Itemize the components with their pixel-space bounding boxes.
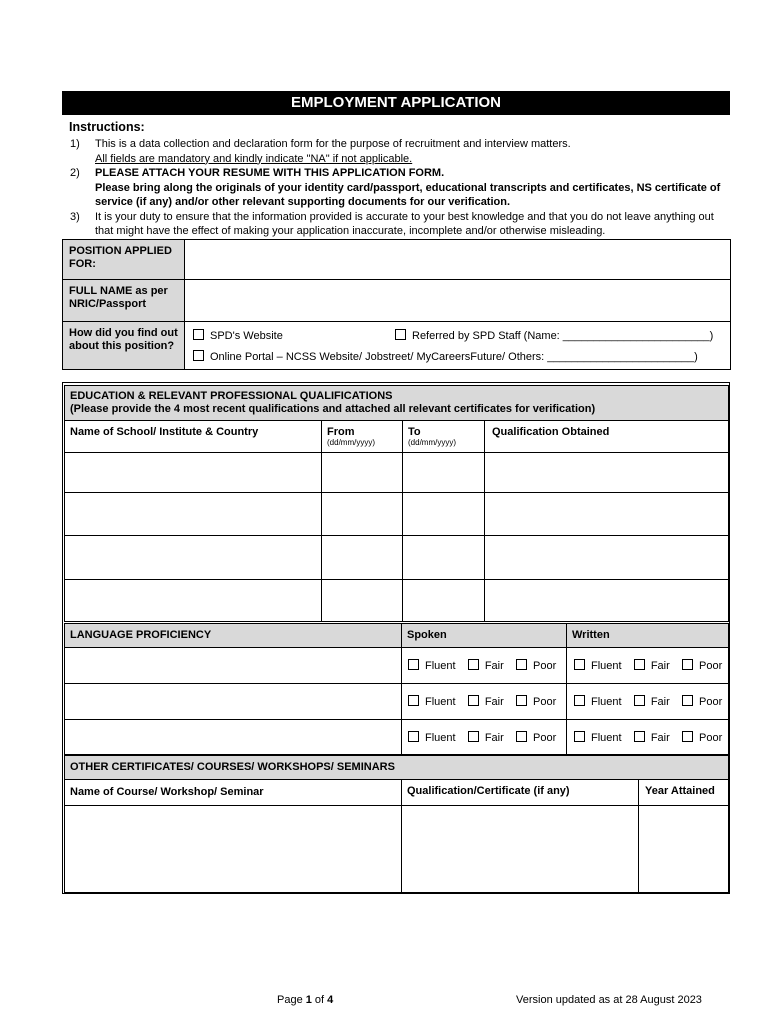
source-label: How did you find out about this position? <box>63 322 185 370</box>
checkbox-spoken-fair[interactable] <box>468 659 479 670</box>
written-options: Fluent Fair Poor <box>567 648 729 684</box>
spoken-options: Fluent Fair Poor <box>402 648 567 684</box>
qualification-cell[interactable] <box>485 580 729 622</box>
personal-table <box>62 239 731 370</box>
from-cell[interactable] <box>322 493 403 536</box>
option-referred[interactable]: Referred by SPD Staff (Name: ________________________) <box>395 326 713 347</box>
checkbox-written-fluent[interactable] <box>574 695 585 706</box>
to-cell[interactable] <box>403 453 485 493</box>
checkbox-written-poor[interactable] <box>682 659 693 670</box>
qualification-cell[interactable] <box>485 453 729 493</box>
language-name-cell[interactable] <box>65 684 402 720</box>
language-table <box>64 623 729 755</box>
education-row <box>65 453 729 493</box>
checkbox-written-fluent[interactable] <box>574 659 585 670</box>
language-name-cell[interactable] <box>65 648 402 684</box>
written-options: Fluent Fair Poor <box>567 684 729 720</box>
checkbox-written-fair[interactable] <box>634 659 645 670</box>
education-row <box>65 493 729 536</box>
spoken-options: Fluent Fair Poor <box>402 720 567 755</box>
checkbox-written-fluent[interactable] <box>574 731 585 742</box>
checkbox-spoken-poor[interactable] <box>516 659 527 670</box>
education-heading: EDUCATION & RELEVANT PROFESSIONAL QUALIFICATIONS (Please provide the 4 most recent qualifications and attached all relevant certificates for verification) <box>65 386 729 421</box>
year-cell[interactable] <box>639 806 729 893</box>
option-website[interactable]: SPD's Website <box>193 326 395 347</box>
checkbox-written-fair[interactable] <box>634 731 645 742</box>
col-year: Year Attained <box>639 780 729 806</box>
source-options <box>185 322 731 370</box>
option-portal[interactable]: Online Portal – NCSS Website/ Jobstreet/ MyCareersFuture/ Others: ________________________) <box>193 347 698 368</box>
checkbox-spoken-fluent[interactable] <box>408 731 419 742</box>
instruction-3-text: It is your duty to ensure that the information provided is accurate to your best knowledge and that you do not leave anything out that might have the effect of making your application inaccurate, incomplete and/or otherwise misleading. <box>95 210 714 237</box>
position-input[interactable] <box>185 240 731 280</box>
checkbox-written-fair[interactable] <box>634 695 645 706</box>
language-row <box>65 648 729 684</box>
education-row <box>65 536 729 580</box>
from-cell[interactable] <box>322 536 403 580</box>
checkbox-referred[interactable] <box>395 329 406 340</box>
instruction-item-3: 3) It is your duty to ensure that the information provided is accurate to your best knowledge and that you do not leave anything out that might have the effect of making your application inaccurate, incomplete and/or otherwise misleading. <box>70 210 730 239</box>
language-row <box>65 720 729 755</box>
checkbox-website[interactable] <box>193 329 204 340</box>
col-to: To (dd/mm/yyyy) <box>403 421 485 453</box>
language-heading: LANGUAGE PROFICIENCY <box>65 624 402 648</box>
col-qualification: Qualification Obtained <box>485 421 729 453</box>
qualification-cell[interactable] <box>485 493 729 536</box>
col-certificate: Qualification/Certificate (if any) <box>402 780 639 806</box>
checkbox-written-poor[interactable] <box>682 695 693 706</box>
checkbox-spoken-fluent[interactable] <box>408 659 419 670</box>
course-cell[interactable] <box>65 806 402 893</box>
to-cell[interactable] <box>403 536 485 580</box>
school-cell[interactable] <box>65 493 322 536</box>
from-cell[interactable] <box>322 453 403 493</box>
form-title: EMPLOYMENT APPLICATION <box>62 91 730 115</box>
checkbox-spoken-fair[interactable] <box>468 731 479 742</box>
instructions-list <box>70 137 730 239</box>
written-options: Fluent Fair Poor <box>567 720 729 755</box>
instructions-heading: Instructions: <box>69 120 145 134</box>
page-number: Page 1 of 4 <box>277 994 334 1006</box>
col-school: Name of School/ Institute & Country <box>65 421 322 453</box>
written-heading: Written <box>567 624 729 648</box>
position-label: POSITION APPLIED FOR: <box>63 240 185 280</box>
language-row <box>65 684 729 720</box>
instruction-1-note: All fields are mandatory and kindly indicate "NA" if not applicable. <box>95 152 413 165</box>
checkbox-spoken-fair[interactable] <box>468 695 479 706</box>
to-cell[interactable] <box>403 493 485 536</box>
instruction-item-1: 1) This is a data collection and declaration form for the purpose of recruitment and interview matters. All fields are mandatory and kindly indicate "NA" if not applicable. <box>70 138 571 165</box>
language-name-cell[interactable] <box>65 720 402 755</box>
checkbox-spoken-poor[interactable] <box>516 731 527 742</box>
version-note: Version updated as at 28 August 2023 <box>516 994 702 1006</box>
full-name-input[interactable] <box>185 280 731 322</box>
to-cell[interactable] <box>403 580 485 622</box>
instruction-item-2: 2) PLEASE ATTACH YOUR RESUME WITH THIS APPLICATION FORM. Please bring along the originals of your identity card/passport, educational transcripts and certificates, NS certificate of service (if any) and/or other relevant supporting documents for our verification. <box>70 167 721 208</box>
certificates-heading: OTHER CERTIFICATES/ COURSES/ WORKSHOPS/ SEMINARS <box>65 756 729 780</box>
col-course: Name of Course/ Workshop/ Seminar <box>65 780 402 806</box>
checkbox-spoken-fluent[interactable] <box>408 695 419 706</box>
checkbox-spoken-poor[interactable] <box>516 695 527 706</box>
checkbox-written-poor[interactable] <box>682 731 693 742</box>
instruction-2-text: PLEASE ATTACH YOUR RESUME WITH THIS APPLICATION FORM. <box>95 167 445 179</box>
certificate-cell[interactable] <box>402 806 639 893</box>
school-cell[interactable] <box>65 536 322 580</box>
from-cell[interactable] <box>322 580 403 622</box>
col-from: From (dd/mm/yyyy) <box>322 421 403 453</box>
certificates-table <box>64 755 729 893</box>
education-table <box>64 385 729 622</box>
school-cell[interactable] <box>65 580 322 622</box>
spoken-heading: Spoken <box>402 624 567 648</box>
spoken-options: Fluent Fair Poor <box>402 684 567 720</box>
education-row <box>65 580 729 622</box>
school-cell[interactable] <box>65 453 322 493</box>
checkbox-portal[interactable] <box>193 350 204 361</box>
instruction-2-note: Please bring along the originals of your identity card/passport, educational transcripts and certificates, NS certificate of service (if any) and/or other relevant supporting documents for our verification. <box>95 181 721 208</box>
certificate-row <box>65 806 729 893</box>
instruction-1-text: This is a data collection and declaration form for the purpose of recruitment and interview matters. <box>95 138 571 150</box>
full-name-label: FULL NAME as per NRIC/Passport <box>63 280 185 322</box>
qualification-cell[interactable] <box>485 536 729 580</box>
